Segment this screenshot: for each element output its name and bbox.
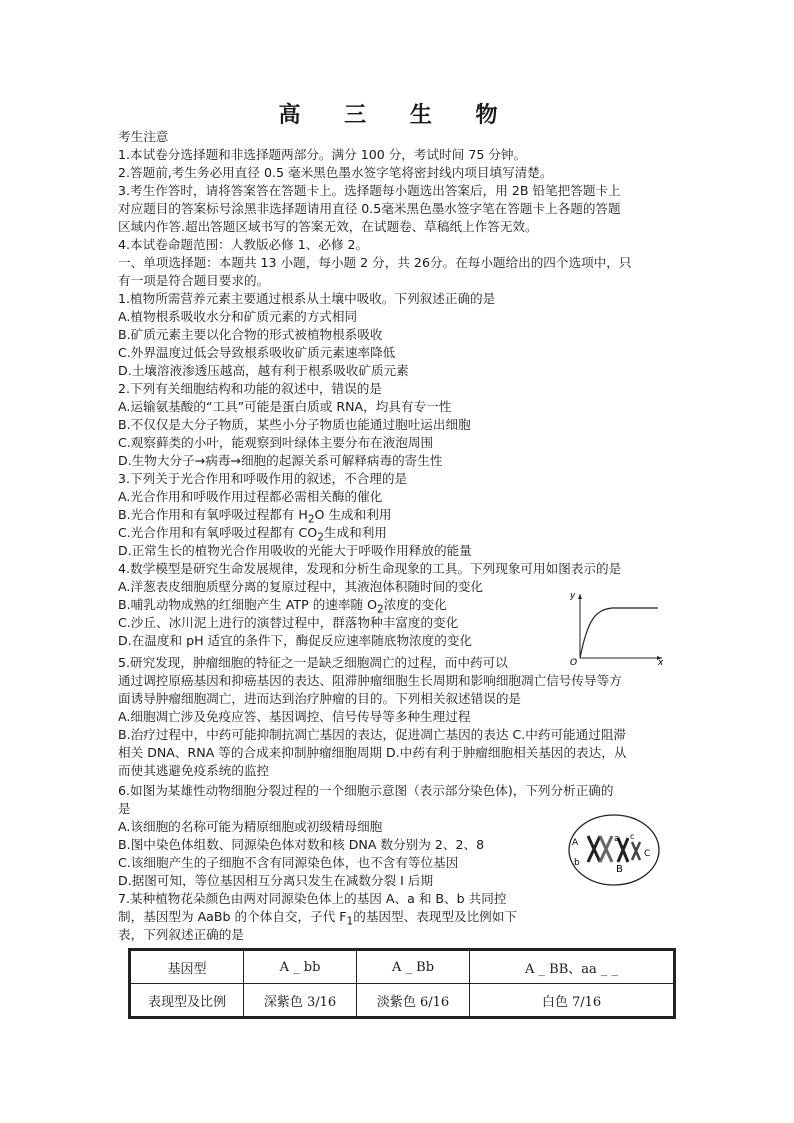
section-heading: 一、单项选择题：本题共 13 小题，每小题 2 分，共 26分。在每小题给出的四个选项中，只 (118, 255, 632, 270)
y-axis-label: y (570, 591, 576, 601)
table-cell: 白色 7/16 (470, 984, 675, 1018)
origin-label: O (570, 658, 578, 666)
notice-4: 4.本试卷命题范围：人教版必修 1、必修 2。 (118, 237, 369, 252)
q4-growth-graph (566, 588, 666, 666)
q5-option-a: A.细胞凋亡涉及免疫应答、基因调控、信号传导等多种生理过程 (118, 709, 471, 724)
notice-3c: 区域内作答.超出答题区域书写的答案无效，在试题卷、草稿纸上作答无效。 (118, 219, 538, 234)
q2-option-c: C.观察藓类的小叶，能观察到叶绿体主要分布在液泡周围 (118, 435, 434, 450)
q2-stem: 2.下列有关细胞结构和功能的叙述中，错误的是 (118, 381, 382, 396)
q6-option-a: A.该细胞的名称可能为精原细胞或初级精母细胞 (118, 819, 383, 834)
page-title: 高 三 生 物 (278, 102, 516, 128)
q5-stem-b: 通过调控原癌基因和抑癌基因的表达、阻滞肿瘤细胞生长周期和影响细胞凋亡信号传导等方 (118, 673, 622, 688)
q5-option-b2: 相关 DNA、RNA 等的合成来抑制肿瘤细胞周期 D.中药有利于肿瘤细胞相关基因的表达，从 (118, 745, 627, 760)
q6-option-c: C.该细胞产生的子细胞不含有同源染色体，也不含有等位基因 (118, 855, 459, 870)
q6-stem-a: 6.如图为某雄性动物细胞分裂过程的一个细胞示意图（表示部分染色体)，下列分析正确的 (118, 783, 614, 798)
q3-stem: 3.下列关于光合作用和呼吸作用的叙述，不合理的是 (118, 471, 408, 486)
q1-option-c: C.外界温度过低会导致根系吸收矿质元素速率降低 (118, 345, 396, 360)
x-axis-label: x (658, 658, 664, 666)
gene-label-A: A (572, 838, 579, 848)
chromosome-2 (600, 836, 612, 862)
saturation-curve (580, 608, 658, 658)
gene-label-c: c (630, 832, 635, 841)
q5-option-b: B.治疗过程中，中药可能抑制抗凋亡基因的表达，促进凋亡基因的表达 C.中药可能通过阻滞 (118, 727, 627, 742)
q1-stem: 1.植物所需营养元素主要通过根系从土壤中吸收。下列叙述正确的是 (118, 291, 496, 306)
notice-heading: 考生注意 (118, 129, 169, 144)
table-cell: A _ Bb (357, 950, 470, 984)
gene-label-b: b (574, 858, 580, 868)
table-cell: 深紫色 3/16 (244, 984, 357, 1018)
q2-option-a: A.运输氨基酸的“工具”可能是蛋白质或 RNA，均具有专一性 (118, 399, 452, 414)
table-cell: A _ bb (244, 950, 357, 984)
q4-option-b: B.哺乳动物成熟的红细胞产生 ATP 的速率随 $O_2$浓度的变化 (118, 597, 447, 616)
q1-option-b: B.矿质元素主要以化合物的形式被植物根系吸收 (118, 327, 383, 342)
q5-stem-c: 面诱导肿瘤细胞凋亡，进而达到治疗肿瘤的目的。下列相关叙述错误的是 (118, 691, 521, 706)
q1-option-a: A.植物根系吸收水分和矿质元素的方式相同 (118, 309, 358, 324)
q4-option-a: A.洋葱表皮细胞质壁分离的复原过程中，其液泡体积随时间的变化 (118, 579, 484, 594)
q4-stem: 4.数学模型是研究生命发展规律，发现和分析生命现象的工具。下列现象可用如图表示的是 (118, 561, 622, 576)
q3-option-a: A.光合作用和呼吸作用过程都必需相关酶的催化 (118, 489, 383, 504)
q4-option-d: D.在温度和 pH 适宜的条件下，酶促反应速率随底物浓度的变化 (118, 633, 473, 648)
table-cell: A _ BB、aa _ _ (470, 950, 675, 984)
q4-option-c: C.沙丘、冰川泥上进行的演替过程中，群落物种丰富度的变化 (118, 615, 459, 630)
q6-cell-diagram (566, 812, 662, 888)
q7-stem-b: 制，基因型为 AaBb 的个体自交，子代 $F_1$的基因型、表现型及比例如下 (118, 909, 517, 928)
table-cell: 淡紫色 6/16 (357, 984, 470, 1018)
q3-option-b: B.光合作用和有氧呼吸过程都有 $H_2O$ 生成和利用 (118, 507, 392, 526)
notice-3a: 3.考生作答时，请将答案答在答题卡上。选择题每小题选出答案后，用 2B 铅笔把答题卡上 (118, 183, 621, 198)
q7-stem-c: 表，下列叙述正确的是 (118, 927, 244, 942)
q6-stem-b: 是 (118, 801, 131, 816)
q2-option-b: B.不仅仅是大分子物质，某些小分子物质也能通过胞吐运出细胞 (118, 417, 471, 432)
q2-option-d: D.生物大分子→病毒→细胞的起源关系可解释病毒的寄生性 (118, 453, 443, 468)
table-header-genotype: 基因型 (130, 950, 244, 984)
q5-option-b3: 而使其逃避免疫系统的监控 (118, 763, 270, 778)
section-heading-cont: 有一项是符合题目要求的。 (118, 273, 270, 288)
q3-option-d: D.正常生长的植物光合作用吸收的光能大于呼吸作用释放的能量 (118, 543, 472, 558)
table-header-phenotype: 表现型及比例 (130, 984, 244, 1018)
table-row (130, 950, 675, 984)
notice-2: 2.答题前,考生务必用直径 0.5 毫米黑色墨水签字笔将密封线内项目填写清楚。 (118, 165, 553, 180)
notice-1: 1.本试卷分选择题和非选择题两部分。满分 100 分，考试时间 75 分钟。 (118, 147, 527, 162)
notice-3b: 对应题目的答案标号涂黑非选择题请用直径 0.5毫米黑色墨水签字笔在答题卡上各题的答题 (118, 201, 621, 216)
q7-stem-a: 7.某种植物花朵颜色由两对同源染色体上的基因 A、a 和 B、b 共同控 (118, 891, 507, 906)
gene-label-B: B (616, 864, 623, 875)
table-row (130, 984, 675, 1018)
q5-stem-a: 5.研究发现，肿瘤细胞的特征之一是缺乏细胞凋亡的过程，而中药可以 (118, 655, 508, 670)
chromosome-4 (632, 842, 640, 860)
q3-option-c: C.光合作用和有氧呼吸过程都有 $CO_2$生成和利用 (118, 525, 387, 544)
gene-label-a: a (614, 834, 620, 844)
q6-option-b: B.图中染色体组数、同源染色体对数和核 DNA 数分别为 2、2、8 (118, 837, 485, 852)
genotype-table (128, 948, 676, 1019)
q6-option-d: D.据图可知，等位基因相互分离只发生在减数分裂 I 后期 (118, 873, 434, 888)
gene-label-C: C (644, 849, 651, 859)
q1-option-d: D.土壤溶液渗透压越高，越有利于根系吸收矿质元素 (118, 363, 409, 378)
chromosome-1 (588, 836, 600, 862)
